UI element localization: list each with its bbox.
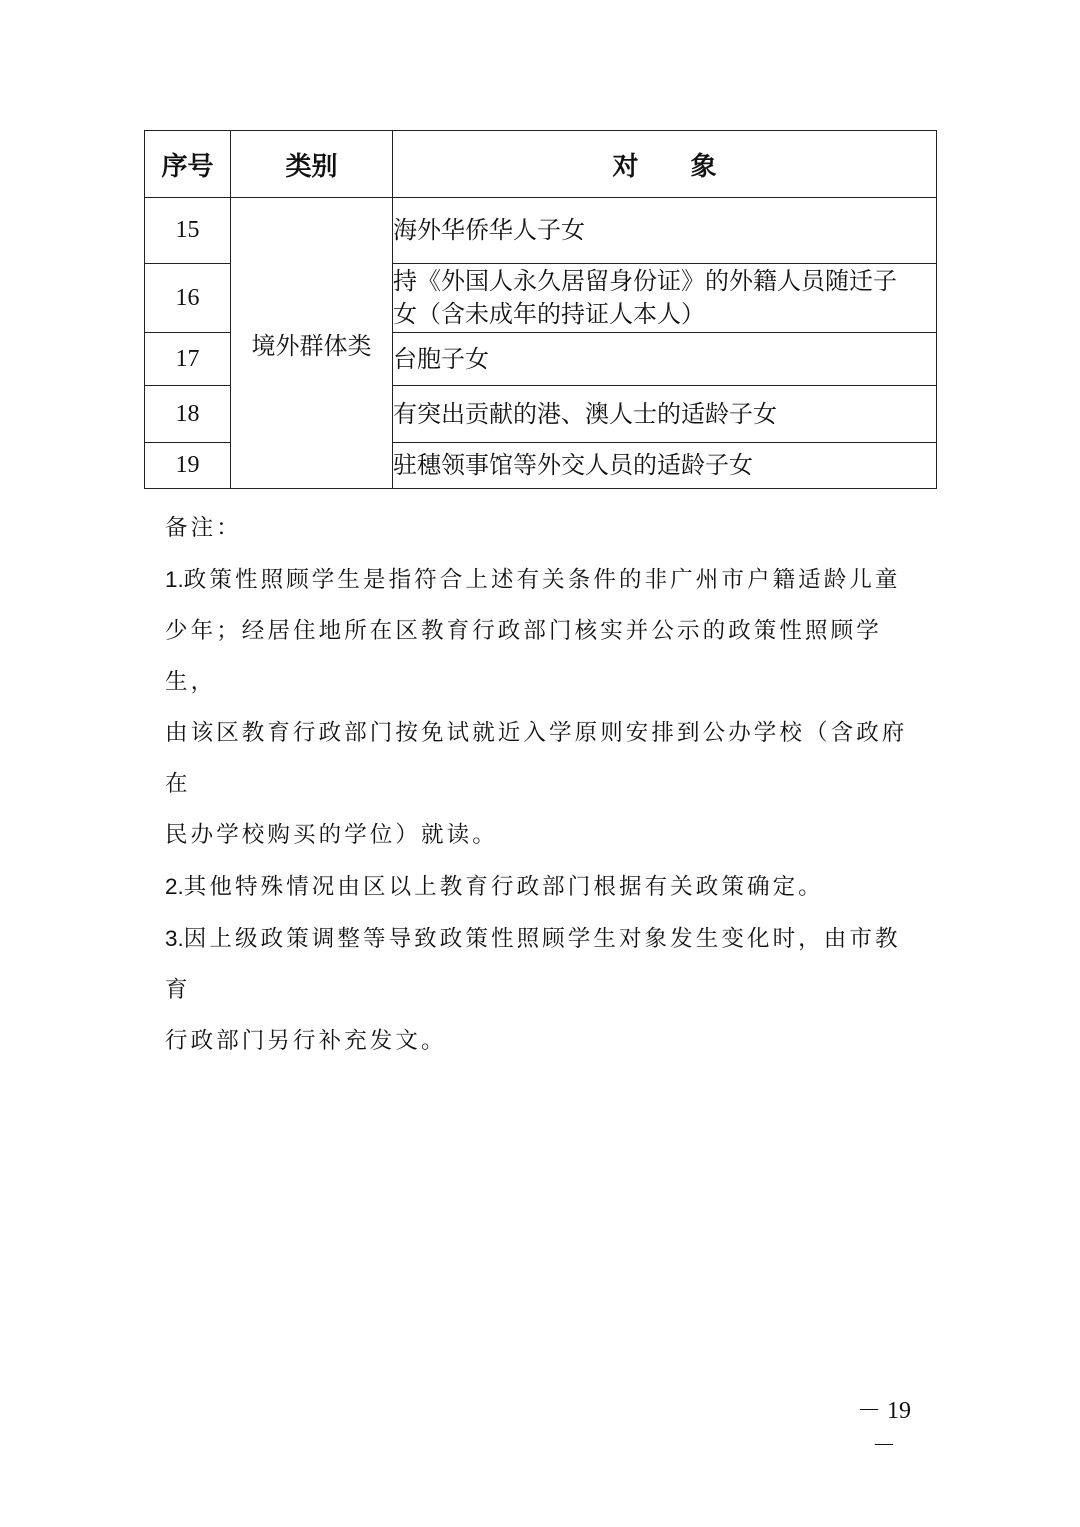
- row-target-line: 驻穗领事馆等外交人员的适龄子女: [393, 451, 753, 479]
- row-target-line: 有突出贡献的港、澳人士的适龄子女: [393, 399, 777, 428]
- note-item-2-text: 其他特殊情况由区以上教育行政部门根据有关政策确定。: [183, 874, 824, 900]
- note-item-1-line-2: 少年；经居住地所在区教育行政部门核实并公示的政策性照顾学生，: [165, 618, 882, 695]
- header-target-label: 对 象: [612, 151, 717, 182]
- notes-title: 备注：: [165, 515, 242, 541]
- note-item-3-text: 因上级政策调整等导致政策性照顾学生对象发生变化时，由市教育: [165, 926, 901, 1003]
- page-number: － 19 －: [857, 1398, 911, 1459]
- row-target: [393, 443, 937, 489]
- row-target: [393, 264, 937, 333]
- row-target-line: 女（含未成年的持证人本人）: [393, 300, 705, 328]
- note-item-3-line-2: 行政部门另行补充发文。: [165, 1028, 447, 1054]
- row-target-line: 海外华侨华人子女: [393, 216, 585, 244]
- note-item-1-line-4: 民办学校购买的学位）就读。: [165, 822, 498, 848]
- row-target-line: 台胞子女: [393, 344, 489, 373]
- note-item-1-line-3: 由该区教育行政部门按免试就近入学原则安排到公办学校（含政府在: [165, 720, 908, 797]
- row-target: [393, 198, 937, 264]
- row-seq: 16: [145, 264, 231, 333]
- header-category: 类别: [231, 131, 393, 198]
- row-seq: 17: [145, 333, 231, 386]
- table-header-row: [145, 131, 937, 198]
- table-row: [145, 198, 937, 264]
- note-item-2-number: 2.: [165, 874, 184, 899]
- note-item-3-number: 3.: [165, 926, 184, 951]
- row-target-line: 持《外国人永久居留身份证》的外籍人员随迁子: [393, 267, 897, 295]
- note-item-3-line-1: [165, 913, 925, 1016]
- note-item-1-number: 1.: [165, 567, 184, 592]
- notes-section: [165, 503, 925, 1067]
- row-target: [393, 386, 937, 443]
- row-target: [393, 333, 937, 386]
- row-seq: 18: [145, 386, 231, 443]
- row-seq: 19: [145, 443, 231, 489]
- row-seq: 15: [145, 198, 231, 264]
- header-target: [393, 131, 937, 198]
- note-item-1-line-1: [165, 554, 925, 606]
- policy-table: [144, 130, 937, 489]
- header-seq: 序号: [145, 131, 231, 198]
- note-item-2-line-1: [165, 861, 925, 913]
- note-item-1-text: 政策性照顾学生是指符合上述有关条件的非广州市户籍适龄儿童: [183, 567, 901, 593]
- category-cell: 境外群体类: [231, 198, 393, 489]
